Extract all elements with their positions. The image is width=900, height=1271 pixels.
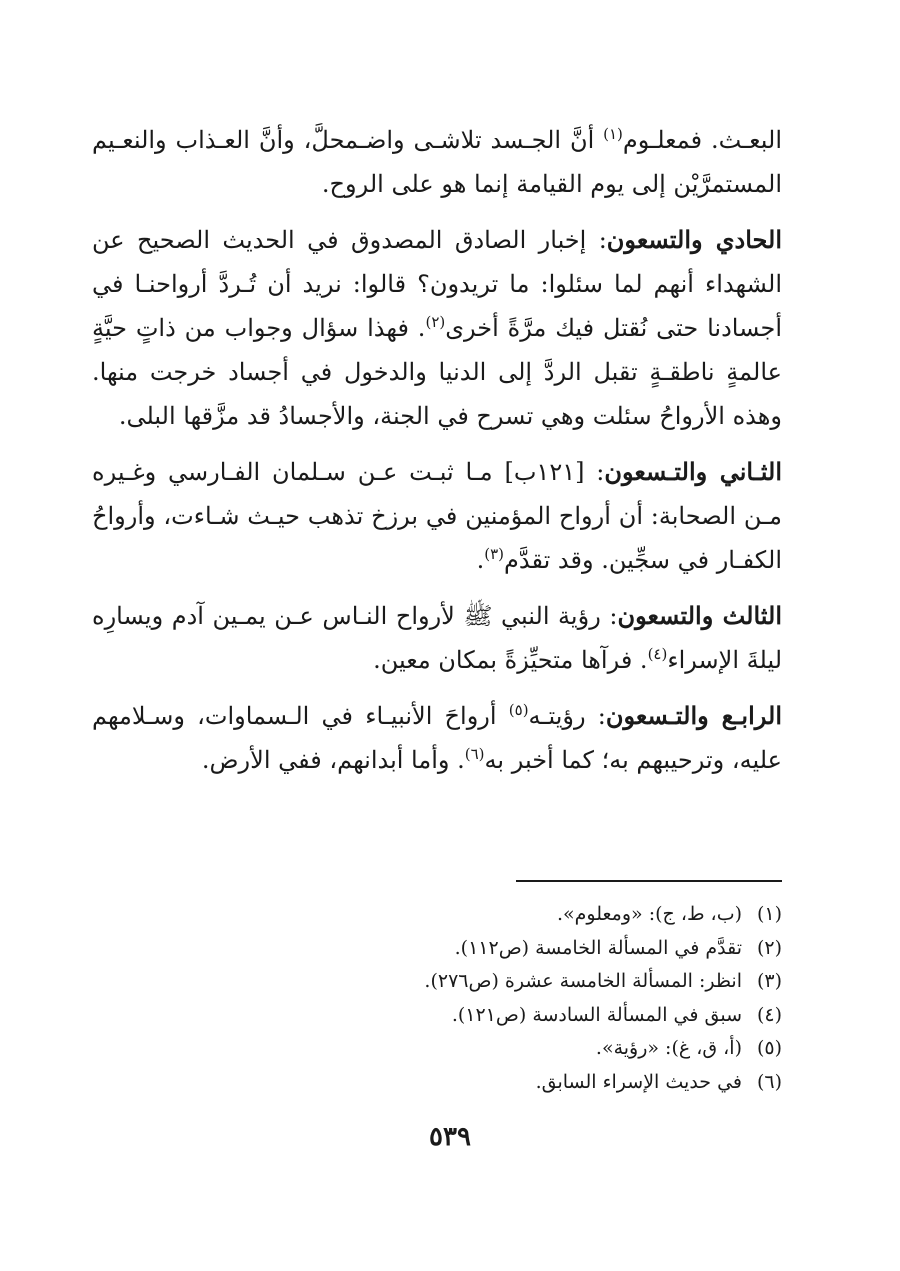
footnote-marker[interactable]: (١) (603, 125, 623, 143)
footnote-item (92, 999, 782, 1033)
page-number: ٥٣٩ (429, 1122, 471, 1152)
paragraph-text: أنَّ الجـسد تلاشـى واضـمحلَّ، وأنَّ العـذاب والنعـيم المستمرَّيْن إلى يوم القيامة إنما هو على الروح. (92, 126, 782, 198)
footnote-text: في حديث الإسراء السابق. (535, 1070, 742, 1093)
paragraph-text: : إخبار الصادق المصدوق في الحديث الصحيح عن الشهداء أنهم لما سئلوا: ما تريدون؟ قالوا: نريد أن تُـردَّ أرواحنـا في أجسادنا حتى نُقتل فيك مرَّةً أخرى (92, 226, 783, 342)
footnote-text: (أ، ق، غ): «رؤية». (595, 1037, 742, 1059)
footnote-item (92, 932, 782, 966)
body-text (92, 118, 782, 794)
footnote-item (92, 965, 782, 999)
paragraph-text: أرواحَ الأنبيـاء في الـسماوات، وسـلامهم عليه، وترحيبهم به؛ كما أخبر به (92, 702, 782, 774)
footnote-text: (ب، ط، ج): «ومعلوم». (556, 903, 742, 925)
paragraph-text: . فهذا سؤال وجواب من ذاتٍ حيَّةٍ عالمةٍ ناطقـةٍ تقبل الردَّ إلى الدنيا والدخول في أجساد خرجت منها. وهذه الأرواحُ سئلت وهي تسرح في الجنة، والأجسادُ قد مزَّقها البلى. (92, 314, 782, 430)
footnote-item (92, 898, 782, 932)
paragraph (92, 694, 782, 782)
paragraph-text: : [١٢١ب] مـا ثبـت عـن سـلمان الفـارسي وغـيره مـن الصحابة: أن أرواح المؤمنين في برزخ تذهب حيـث شـاءت، وأرواحُ الكفـار في سجِّين. وقد تقدَّم (92, 458, 782, 574)
footnote-marker[interactable]: (٦) (464, 745, 485, 763)
footnote-number: (٦) (756, 1070, 782, 1093)
paragraph-text: : رؤية النبي ﷺ لأرواح النـاس عـن يمـين آدم ويسارِه ليلةَ الإسراء (92, 602, 782, 674)
footnote-marker[interactable]: (٥) (508, 701, 529, 719)
footnote-text: سبق في المسألة السادسة (ص١٢١). (451, 1003, 742, 1026)
footnote-text: تقدَّم في المسألة الخامسة (ص١١٢). (454, 936, 742, 959)
footnote-number: (٣) (756, 970, 782, 992)
footnotes-list (92, 898, 782, 1099)
footnote-item (92, 1066, 782, 1100)
paragraph-heading: الحادي والتسعون (606, 225, 782, 254)
paragraph (92, 118, 782, 206)
footnote-marker[interactable]: (٢) (425, 313, 446, 331)
footnote-marker[interactable]: (٤) (647, 645, 668, 663)
footnote-number: (٥) (756, 1037, 782, 1059)
footnote-item (92, 1032, 782, 1066)
paragraph-text: . فرآها متحيِّزةً بمكان معين. (373, 646, 648, 674)
footnote-number: (١) (756, 903, 782, 925)
footnote-number: (٢) (756, 936, 782, 959)
paragraph-text: : رؤيتـه (528, 702, 606, 730)
paragraph (92, 450, 782, 582)
paragraph-heading: الرابـع والتـسعون (605, 701, 782, 730)
footnote-marker[interactable]: (٣) (484, 545, 505, 563)
paragraph-text: البعـث. فمعلـوم (622, 126, 782, 154)
paragraph-heading: الثالث والتسعون (617, 601, 782, 630)
footnote-separator (516, 880, 782, 882)
paragraph-text: . وأما أبدانهم، ففي الأرض. (201, 746, 465, 774)
paragraph-heading: الثـاني والتـسعون (604, 457, 782, 486)
footnote-number: (٤) (756, 1003, 782, 1026)
paragraph-text: . (476, 546, 485, 574)
paragraph (92, 218, 782, 438)
paragraph (92, 594, 782, 682)
footnote-text: انظر: المسألة الخامسة عشرة (ص٢٧٦). (424, 970, 742, 992)
